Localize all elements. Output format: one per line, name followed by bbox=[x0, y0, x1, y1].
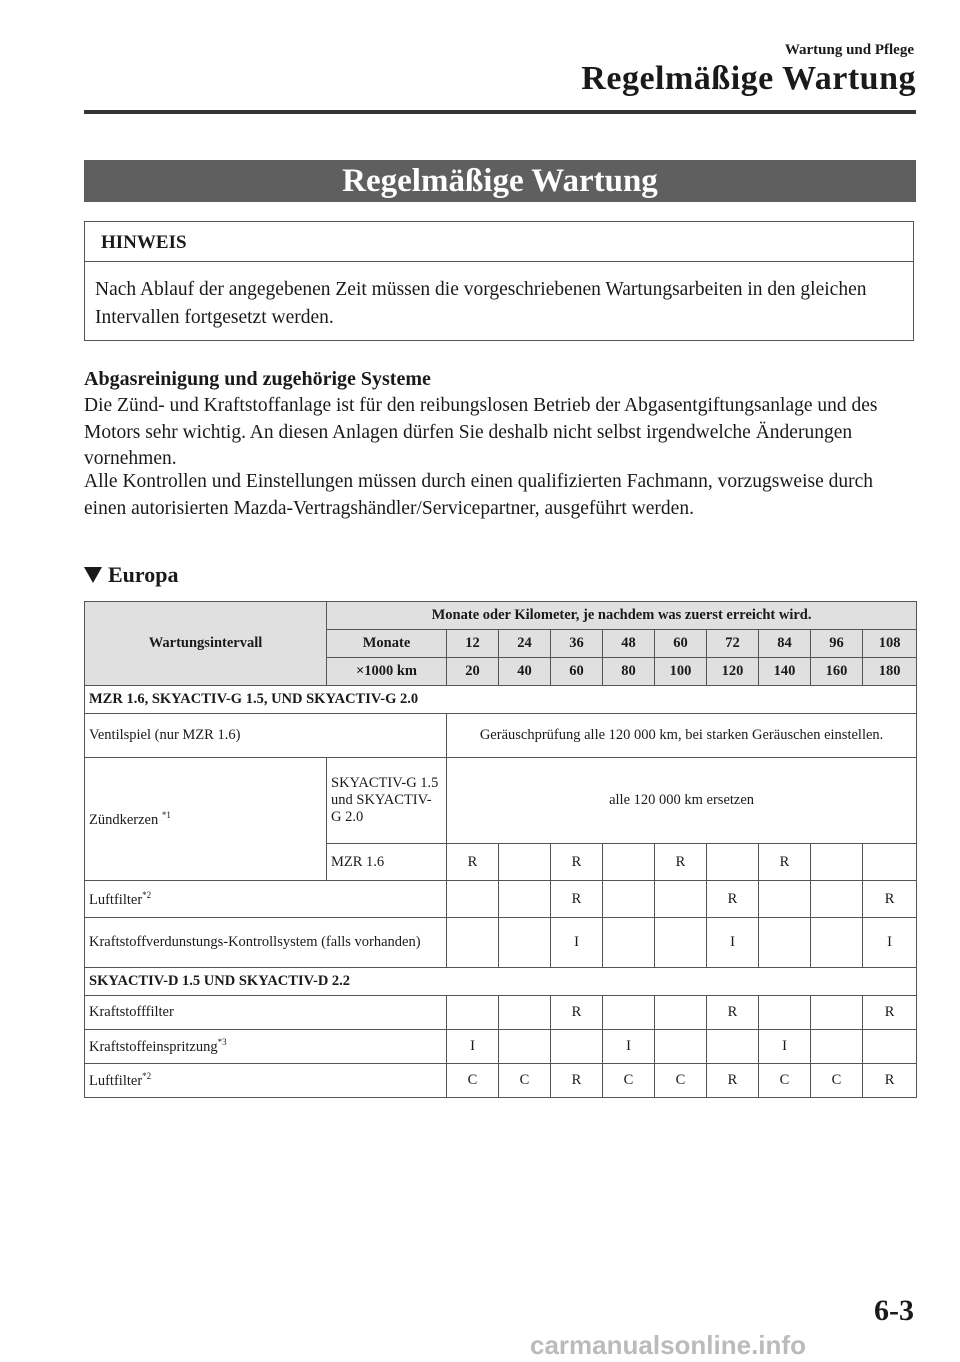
km-cell: 20 bbox=[447, 658, 499, 686]
subsection-title: Europa bbox=[108, 562, 179, 587]
schedule-cell: C bbox=[603, 1064, 655, 1098]
interval-header: Wartungsintervall bbox=[85, 602, 327, 686]
watermark-text: carmanualsonline.info bbox=[530, 1330, 806, 1360]
schedule-cell: C bbox=[499, 1064, 551, 1098]
schedule-cell: R bbox=[707, 996, 759, 1030]
schedule-cell bbox=[499, 881, 551, 918]
row-footnote: *2 bbox=[142, 1071, 152, 1082]
row-label: Kraftstofffilter bbox=[89, 1004, 174, 1020]
triangle-bullet-icon bbox=[84, 567, 102, 583]
spark-label: Zündkerzen bbox=[89, 811, 159, 828]
schedule-cell bbox=[499, 1030, 551, 1064]
spark-sub2: MZR 1.6 bbox=[327, 844, 447, 881]
schedule-cell bbox=[655, 918, 707, 968]
spark-mzr-cell bbox=[499, 844, 551, 881]
km-cell: 120 bbox=[707, 658, 759, 686]
schedule-cell: R bbox=[863, 881, 917, 918]
top-header: Monate oder Kilometer, je nachdem was zuerst erreicht wird. bbox=[327, 602, 917, 630]
schedule-cell: R bbox=[707, 881, 759, 918]
spark-mzr-cell-pad bbox=[863, 844, 917, 881]
schedule-cell: I bbox=[707, 918, 759, 968]
schedule-cell bbox=[655, 996, 707, 1030]
schedule-cell: R bbox=[551, 996, 603, 1030]
paragraph-2: Alle Kontrollen und Einstellungen müssen durch einen qualifizierten Fachmann, vorzugsweise durch einen autorisierten Mazda-Vertragshändler/Servicepartner, ausgeführt werden. bbox=[84, 471, 873, 519]
schedule-cell: R bbox=[863, 1064, 917, 1098]
schedule-cell bbox=[655, 1030, 707, 1064]
schedule-cell: I bbox=[863, 918, 917, 968]
schedule-cell bbox=[811, 881, 863, 918]
spark-mzr-cell: R bbox=[551, 844, 603, 881]
schedule-cell bbox=[603, 996, 655, 1030]
header-divider bbox=[84, 110, 916, 114]
schedule-cell: R bbox=[707, 1064, 759, 1098]
km-label: ×1000 km bbox=[327, 658, 447, 686]
chapter-title: Wartung und Pflege bbox=[784, 42, 914, 58]
schedule-cell bbox=[447, 996, 499, 1030]
note-text: Nach Ablauf der angegebenen Zeit müssen die vorgeschriebenen Wartungsarbeiten in den gleichen Intervallen fortgesetzt werden. bbox=[95, 279, 867, 328]
km-cell: 160 bbox=[811, 658, 863, 686]
row-footnote: *3 bbox=[217, 1037, 227, 1048]
spark-mzr-cell: R bbox=[655, 844, 707, 881]
spark-mzr-cell bbox=[811, 844, 863, 881]
month-cell: 84 bbox=[759, 630, 811, 658]
month-cell: 96 bbox=[811, 630, 863, 658]
schedule-cell: R bbox=[551, 1064, 603, 1098]
section-header: Regelmäßige Wartung bbox=[581, 60, 916, 97]
km-cell: 80 bbox=[603, 658, 655, 686]
row-label-cell bbox=[85, 1064, 447, 1098]
schedule-cell bbox=[811, 1030, 863, 1064]
spark-mzr-cell: R bbox=[759, 844, 811, 881]
km-cell: 100 bbox=[655, 658, 707, 686]
row-label: Kraftstoffeinspritzung bbox=[89, 1038, 218, 1055]
month-cell: 36 bbox=[551, 630, 603, 658]
note-title: HINWEIS bbox=[85, 222, 913, 262]
group-1-title: MZR 1.6, SKYACTIV-G 1.5, UND SKYACTIV-G 2.0 bbox=[85, 686, 917, 714]
schedule-cell bbox=[811, 918, 863, 968]
row-label-cell bbox=[85, 1030, 447, 1064]
spark-sup: *1 bbox=[161, 809, 171, 820]
schedule-cell bbox=[707, 1030, 759, 1064]
schedule-cell: C bbox=[655, 1064, 707, 1098]
valve-label: Ventilspiel (nur MZR 1.6) bbox=[85, 714, 447, 758]
month-cell: 48 bbox=[603, 630, 655, 658]
schedule-cell bbox=[499, 918, 551, 968]
spark-label-cell bbox=[85, 758, 327, 881]
page-banner: Regelmäßige Wartung bbox=[84, 160, 916, 202]
schedule-cell bbox=[447, 881, 499, 918]
spark-mzr-cell bbox=[603, 844, 655, 881]
km-cell: 140 bbox=[759, 658, 811, 686]
month-cell: 60 bbox=[655, 630, 707, 658]
row-label: Luftfilter bbox=[89, 891, 143, 908]
valve-text: Geräuschprüfung alle 120 000 km, bei starken Geräuschen einstellen. bbox=[447, 714, 917, 758]
schedule-cell: I bbox=[603, 1030, 655, 1064]
schedule-cell: C bbox=[811, 1064, 863, 1098]
schedule-cell bbox=[603, 881, 655, 918]
schedule-cell bbox=[759, 918, 811, 968]
month-cell: 12 bbox=[447, 630, 499, 658]
maintenance-table bbox=[84, 601, 917, 1098]
schedule-cell bbox=[863, 1030, 917, 1064]
schedule-cell bbox=[759, 996, 811, 1030]
watermark-strip bbox=[0, 1330, 960, 1362]
schedule-cell bbox=[811, 996, 863, 1030]
schedule-cell: I bbox=[759, 1030, 811, 1064]
schedule-cell bbox=[655, 881, 707, 918]
row-label: Kraftstoffverdunstungs-Kontrollsystem (falls vorhanden) bbox=[89, 934, 421, 950]
spark-sub1: SKYACTIV-G 1.5 und SKYACTIV-G 2.0 bbox=[327, 758, 447, 844]
month-cell: 24 bbox=[499, 630, 551, 658]
row-footnote: *2 bbox=[142, 889, 152, 900]
schedule-cell: C bbox=[759, 1064, 811, 1098]
schedule-cell: R bbox=[551, 881, 603, 918]
page-number: 6-3 bbox=[874, 1294, 914, 1327]
km-cell: 40 bbox=[499, 658, 551, 686]
row-label: Luftfilter bbox=[89, 1072, 143, 1089]
subsection-heading bbox=[84, 562, 179, 588]
km-cell: 60 bbox=[551, 658, 603, 686]
km-cell: 180 bbox=[863, 658, 917, 686]
schedule-cell bbox=[447, 918, 499, 968]
schedule-cell: I bbox=[551, 918, 603, 968]
schedule-cell bbox=[551, 1030, 603, 1064]
schedule-cell bbox=[603, 918, 655, 968]
schedule-cell: R bbox=[863, 996, 917, 1030]
schedule-cell: C bbox=[447, 1064, 499, 1098]
month-cell: 108 bbox=[863, 630, 917, 658]
spark-mzr-cell: R bbox=[447, 844, 499, 881]
months-label: Monate bbox=[327, 630, 447, 658]
schedule-cell bbox=[499, 996, 551, 1030]
paragraph-1: Die Zünd- und Kraftstoffanlage ist für den reibungslosen Betrieb der Abgasentgiftungsanlage und des Motors sehr wichtig. An diesen Anlagen dürfen Sie deshalb nicht selbst irgendwelche Änderungen vornehmen. bbox=[84, 395, 878, 469]
row-label-cell bbox=[85, 881, 447, 918]
row-label-cell bbox=[85, 996, 447, 1030]
month-cell: 72 bbox=[707, 630, 759, 658]
spark-mzr-cell bbox=[707, 844, 759, 881]
group-2-title: SKYACTIV-D 1.5 UND SKYACTIV-D 2.2 bbox=[85, 968, 917, 996]
note-box bbox=[84, 221, 914, 341]
row-label-cell bbox=[85, 918, 447, 968]
schedule-cell: I bbox=[447, 1030, 499, 1064]
schedule-cell bbox=[759, 881, 811, 918]
spark-sub1-text: alle 120 000 km ersetzen bbox=[447, 758, 917, 844]
section-title: Abgasreinigung und zugehörige Systeme bbox=[84, 368, 431, 390]
